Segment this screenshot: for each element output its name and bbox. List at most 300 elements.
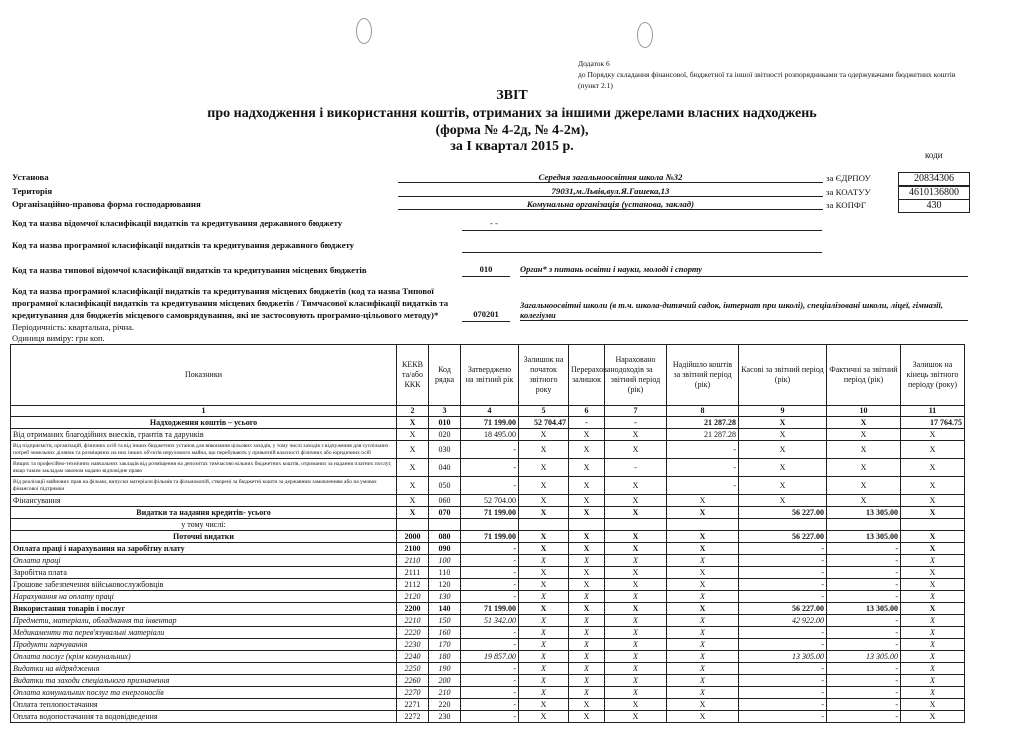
row-accrued: X (605, 429, 667, 441)
row-approved: 71 199.00 (461, 507, 519, 519)
dept-class-label: Код та назва відомчої класифікації видатків та кредитування державного бюджету (12, 218, 343, 228)
row-approved: - (461, 441, 519, 459)
row-opening-balance: X (519, 615, 569, 627)
row-name: Нарахування на оплату праці (11, 591, 397, 603)
row-actual: - (827, 663, 901, 675)
row-received: - (667, 477, 739, 495)
row-code: 200 (429, 675, 461, 687)
row-opening-balance: X (519, 429, 569, 441)
row-kekv: X (397, 507, 429, 519)
row-received: X (667, 675, 739, 687)
row-transferred: X (569, 555, 605, 567)
row-kekv: 2100 (397, 543, 429, 555)
row-closing-balance: X (901, 441, 965, 459)
row-closing-balance: X (901, 429, 965, 441)
row-code: 060 (429, 495, 461, 507)
territory-value: 79031,м.Львів,вул.Я.Гашека,13 (398, 186, 823, 197)
row-actual: - (827, 543, 901, 555)
row-received: X (667, 699, 739, 711)
row-approved: - (461, 711, 519, 723)
row-kekv: 2210 (397, 615, 429, 627)
row-kekv: 2120 (397, 591, 429, 603)
row-received (667, 519, 739, 531)
row-cash: X (739, 477, 827, 495)
row-name: Оплата теплопостачання (11, 699, 397, 711)
row-approved: - (461, 459, 519, 477)
row-cash: X (739, 495, 827, 507)
punch-hole (637, 22, 653, 48)
row-cash: - (739, 711, 827, 723)
row-name: Видатки та заходи спеціального призначення (11, 675, 397, 687)
row-transferred: X (569, 477, 605, 495)
row-transferred: X (569, 531, 605, 543)
annex-note (578, 58, 1008, 91)
row-code: 120 (429, 579, 461, 591)
row-received: X (667, 615, 739, 627)
row-approved: - (461, 567, 519, 579)
row-accrued: X (605, 663, 667, 675)
edrpou-code: 20834306 (898, 172, 970, 186)
row-closing-balance: X (901, 579, 965, 591)
row-approved: 71 199.00 (461, 417, 519, 429)
local-prog-value: Загальноосвітні школи (в т.ч. школа-дитячий садок, інтернат при школі), спеціалізовані школи, ліцеї, гімназії, колегіуми (520, 300, 968, 321)
row-cash: 13 305.00 (739, 651, 827, 663)
row-transferred: X (569, 639, 605, 651)
row-transferred: X (569, 441, 605, 459)
row-accrued: X (605, 591, 667, 603)
row-approved: - (461, 543, 519, 555)
row-actual: 13 305.00 (827, 651, 901, 663)
row-opening-balance: X (519, 651, 569, 663)
header-accrued-income: Нараховано доходів за звітний період (рік) (605, 345, 667, 406)
row-received: X (667, 651, 739, 663)
row-cash: - (739, 579, 827, 591)
report-form-number: (форма № 4-2д, № 4-2м), (435, 123, 589, 138)
row-kekv: 2200 (397, 603, 429, 615)
table-row (11, 543, 965, 555)
row-kekv: 2230 (397, 639, 429, 651)
row-received: X (667, 567, 739, 579)
row-opening-balance: X (519, 441, 569, 459)
row-transferred: X (569, 663, 605, 675)
header-actual-expenses: Фактичні за звітний період (рік) (827, 345, 901, 406)
institution-label: Установа (12, 172, 49, 182)
row-transferred: X (569, 579, 605, 591)
row-opening-balance: X (519, 507, 569, 519)
row-received: X (667, 495, 739, 507)
prog-class-label: Код та назва програмної класифікації видатків та кредитування державного бюджету (12, 240, 355, 250)
row-actual: X (827, 477, 901, 495)
typical-class-code: 010 (462, 264, 510, 277)
row-code: 090 (429, 543, 461, 555)
row-approved: 18 495.00 (461, 429, 519, 441)
row-code: 080 (429, 531, 461, 543)
row-kekv: 2260 (397, 675, 429, 687)
header-opening-balance: Залишок на початок звітного року (519, 345, 569, 406)
row-actual: 13 305.00 (827, 531, 901, 543)
report-table (10, 344, 965, 723)
row-kekv: X (397, 495, 429, 507)
row-actual: - (827, 615, 901, 627)
row-transferred: X (569, 591, 605, 603)
row-code: 010 (429, 417, 461, 429)
row-transferred: X (569, 627, 605, 639)
row-actual: X (827, 417, 901, 429)
table-row (11, 417, 965, 429)
prog-class-line (462, 240, 822, 253)
row-closing-balance: X (901, 615, 965, 627)
row-received: - (667, 441, 739, 459)
row-approved: - (461, 579, 519, 591)
row-opening-balance: X (519, 699, 569, 711)
row-opening-balance: X (519, 711, 569, 723)
table-row (11, 687, 965, 699)
row-kekv: X (397, 429, 429, 441)
row-transferred: X (569, 429, 605, 441)
table-row (11, 519, 965, 531)
row-closing-balance: X (901, 639, 965, 651)
row-opening-balance: X (519, 531, 569, 543)
row-actual: - (827, 591, 901, 603)
punch-hole (356, 18, 372, 44)
row-code: 150 (429, 615, 461, 627)
row-opening-balance: X (519, 639, 569, 651)
kopfg-label: за КОПФГ (826, 200, 866, 210)
institution-value: Середня загальноосвітня школа №32 (398, 172, 823, 183)
row-code: 020 (429, 429, 461, 441)
row-cash: X (739, 429, 827, 441)
table-row (11, 567, 965, 579)
row-code: 160 (429, 627, 461, 639)
row-code: 050 (429, 477, 461, 495)
typical-class-value: Орган* з питань освіти і науки, молоді і спорту (520, 264, 968, 277)
table-row (11, 675, 965, 687)
row-received: X (667, 555, 739, 567)
row-opening-balance: X (519, 477, 569, 495)
row-name: Вищих та професійно-технічних навчальних закладів від розміщення на депозитах тимчасово вільних бюджетних коштів, отриманих за надання платних послуг, якщо таким закладам законом надано відповідне право (11, 459, 397, 477)
row-opening-balance: X (519, 675, 569, 687)
row-actual: - (827, 675, 901, 687)
row-kekv: 2111 (397, 567, 429, 579)
row-opening-balance (519, 519, 569, 531)
row-closing-balance: X (901, 543, 965, 555)
row-opening-balance: X (519, 555, 569, 567)
row-actual: 13 305.00 (827, 603, 901, 615)
header-closing-balance: Залишок на кінець звітного періоду (року) (901, 345, 965, 406)
edrpou-label: за ЄДРПОУ (826, 173, 871, 183)
row-closing-balance: X (901, 531, 965, 543)
periodicity: Періодичність: квартальна, річна. (12, 322, 135, 332)
row-accrued: X (605, 507, 667, 519)
table-row (11, 429, 965, 441)
row-transferred: X (569, 651, 605, 663)
header-received-funds: Надійшло коштів за звітний період (рік) (667, 345, 739, 406)
row-actual: - (827, 555, 901, 567)
row-kekv: 2240 (397, 651, 429, 663)
row-transferred: X (569, 699, 605, 711)
row-name: Оплата праці і нарахування на заробітну плату (11, 543, 397, 555)
row-kekv: X (397, 441, 429, 459)
row-cash: X (739, 441, 827, 459)
territory-label: Територія (12, 186, 53, 196)
row-transferred: - (569, 417, 605, 429)
row-approved: - (461, 675, 519, 687)
row-name: Надходження коштів – усього (11, 417, 397, 429)
row-closing-balance: X (901, 567, 965, 579)
row-received: X (667, 687, 739, 699)
row-accrued: X (605, 495, 667, 507)
header-approved: Затверджено на звітний рік (461, 345, 519, 406)
row-cash: - (739, 543, 827, 555)
column-number-row (11, 406, 965, 417)
row-code: 040 (429, 459, 461, 477)
row-approved: 52 704.00 (461, 495, 519, 507)
row-received: X (667, 507, 739, 519)
row-name: Оплата водопостачання та водовідведення (11, 711, 397, 723)
legal-form-value: Комунальна організація (установа, заклад) (398, 199, 823, 210)
koatuu-label: за КОАТУУ (826, 187, 871, 197)
row-approved: - (461, 627, 519, 639)
row-kekv: 2271 (397, 699, 429, 711)
row-transferred: X (569, 675, 605, 687)
table-row (11, 507, 965, 519)
row-closing-balance: X (901, 603, 965, 615)
table-row (11, 603, 965, 615)
row-kekv: 2220 (397, 627, 429, 639)
row-opening-balance: X (519, 543, 569, 555)
row-cash: - (739, 627, 827, 639)
unit-of-measure: Одиниця виміру: грн коп. (12, 333, 105, 343)
row-kekv: 2110 (397, 555, 429, 567)
local-prog-label-line-3: кредитування для бюджетів місцевого самоврядування, які не застосовують програмно-цільового методу)* (12, 310, 439, 320)
row-approved: - (461, 639, 519, 651)
table-row (11, 651, 965, 663)
row-received: X (667, 627, 739, 639)
row-code (429, 519, 461, 531)
row-kekv: X (397, 477, 429, 495)
row-accrued: X (605, 651, 667, 663)
table-row (11, 663, 965, 675)
local-prog-label (12, 285, 462, 321)
row-code: 210 (429, 687, 461, 699)
row-closing-balance: X (901, 663, 965, 675)
row-actual: - (827, 711, 901, 723)
row-cash (739, 519, 827, 531)
row-closing-balance: X (901, 675, 965, 687)
row-name: Оплата комунальних послуг та енергоносіїв (11, 687, 397, 699)
row-opening-balance: X (519, 663, 569, 675)
row-name: Предмети, матеріали, обладнання та інвентар (11, 615, 397, 627)
row-actual: - (827, 579, 901, 591)
row-opening-balance: X (519, 603, 569, 615)
row-accrued: X (605, 603, 667, 615)
row-transferred (569, 519, 605, 531)
col-num: 6 (569, 406, 605, 417)
row-actual: - (827, 699, 901, 711)
row-opening-balance: X (519, 459, 569, 477)
row-accrued: X (605, 639, 667, 651)
row-received: X (667, 543, 739, 555)
table-row (11, 615, 965, 627)
header-transferred-balance: Перераховано залишок (569, 345, 605, 406)
row-actual: X (827, 459, 901, 477)
row-code: 220 (429, 699, 461, 711)
row-kekv: 2272 (397, 711, 429, 723)
row-opening-balance: X (519, 687, 569, 699)
row-name: Видатки та надання кредитів- усього (11, 507, 397, 519)
koatuu-code: 4610136800 (898, 186, 970, 200)
codes-header: коди (925, 150, 943, 160)
annex-line-1: Додаток 6 (578, 59, 610, 68)
col-num: 3 (429, 406, 461, 417)
header-kekv: КЕКВ та/або ККК (397, 345, 429, 406)
row-closing-balance (901, 519, 965, 531)
row-kekv: X (397, 417, 429, 429)
row-kekv: 2270 (397, 687, 429, 699)
row-cash: - (739, 699, 827, 711)
row-transferred: X (569, 567, 605, 579)
row-transferred: X (569, 495, 605, 507)
col-num: 2 (397, 406, 429, 417)
row-opening-balance: X (519, 627, 569, 639)
table-row (11, 579, 965, 591)
row-accrued: X (605, 567, 667, 579)
table-row (11, 639, 965, 651)
header-cash-expenses: Касові за звітний період (рік) (739, 345, 827, 406)
col-num: 8 (667, 406, 739, 417)
row-cash: - (739, 555, 827, 567)
row-name: Від реалізації майнових прав на фільми, випуски матеріали фільмів та фільмокопій, створені за бюджетні кошти за державним замовленням або на умовах фінансової підтримки (11, 477, 397, 495)
annex-line-3: (пункт 2.1) (578, 81, 613, 90)
row-opening-balance: X (519, 567, 569, 579)
row-accrued: X (605, 543, 667, 555)
row-approved: - (461, 477, 519, 495)
row-name: Оплата праці (11, 555, 397, 567)
row-accrued: X (605, 555, 667, 567)
col-num: 7 (605, 406, 667, 417)
row-closing-balance: X (901, 687, 965, 699)
row-actual: - (827, 627, 901, 639)
row-cash: X (739, 459, 827, 477)
row-received: 21 287.28 (667, 429, 739, 441)
row-code: 030 (429, 441, 461, 459)
row-cash: - (739, 687, 827, 699)
row-transferred: X (569, 615, 605, 627)
row-approved: 71 199.00 (461, 603, 519, 615)
row-accrued: X (605, 531, 667, 543)
row-transferred: X (569, 459, 605, 477)
row-cash: - (739, 591, 827, 603)
row-transferred: X (569, 543, 605, 555)
row-closing-balance: 17 764.75 (901, 417, 965, 429)
row-transferred: X (569, 687, 605, 699)
row-accrued: X (605, 441, 667, 459)
row-closing-balance: X (901, 507, 965, 519)
row-closing-balance: X (901, 477, 965, 495)
row-actual: - (827, 567, 901, 579)
row-cash: - (739, 675, 827, 687)
row-accrued: - (605, 459, 667, 477)
row-actual: X (827, 495, 901, 507)
row-accrued: X (605, 711, 667, 723)
row-cash: 42 922.00 (739, 615, 827, 627)
report-subtitle: про надходження і використання коштів, отриманих за іншими джерелами власних надходжень (207, 106, 817, 121)
row-kekv (397, 519, 429, 531)
col-num: 4 (461, 406, 519, 417)
row-name: Фінансування (11, 495, 397, 507)
row-received: X (667, 639, 739, 651)
row-name: Поточні видатки (11, 531, 397, 543)
report-title: ЗВІТ (496, 88, 528, 103)
table-row (11, 477, 965, 495)
table-row (11, 627, 965, 639)
local-prog-code: 070201 (462, 309, 510, 322)
row-accrued: X (605, 579, 667, 591)
row-received: X (667, 663, 739, 675)
row-name: Продукти харчування (11, 639, 397, 651)
row-received: - (667, 459, 739, 477)
header-row-code: Код рядка (429, 345, 461, 406)
dept-class-value: - - (462, 218, 822, 231)
row-accrued: X (605, 675, 667, 687)
row-code: 100 (429, 555, 461, 567)
row-actual (827, 519, 901, 531)
row-closing-balance: X (901, 459, 965, 477)
table-row (11, 711, 965, 723)
col-num: 5 (519, 406, 569, 417)
row-name: Від підприємств, організацій, фізичних осіб та від інших бюджетних установ для виконання цільових заходів, у тому числі заходів з відчуження для суспільних потреб земельних ділянок та розміщених на них інших об'єктів нерухомого майна, що перебувають у приватній власності фізичних або юридичних осіб (11, 441, 397, 459)
row-name: Грошове забезпечення військовослужбовців (11, 579, 397, 591)
row-accrued: X (605, 699, 667, 711)
row-kekv: X (397, 459, 429, 477)
table-row (11, 441, 965, 459)
row-accrued: X (605, 627, 667, 639)
row-actual: X (827, 441, 901, 459)
row-code: 170 (429, 639, 461, 651)
row-cash: 56 227.00 (739, 603, 827, 615)
col-num: 1 (11, 406, 397, 417)
row-received: X (667, 591, 739, 603)
report-period: за I квартал 2015 р. (450, 139, 574, 154)
row-opening-balance: X (519, 591, 569, 603)
table-header-row (11, 345, 965, 406)
row-code: 230 (429, 711, 461, 723)
kopfg-code: 430 (898, 199, 970, 213)
row-closing-balance: X (901, 555, 965, 567)
row-cash: - (739, 663, 827, 675)
row-name: Видатки на відрядження (11, 663, 397, 675)
row-transferred: X (569, 507, 605, 519)
row-approved: 19 857.00 (461, 651, 519, 663)
row-actual: - (827, 687, 901, 699)
row-accrued: X (605, 615, 667, 627)
local-prog-label-line-2: програмної класифікації видатків та кредитування місцевих бюджетів / Тимчасової класифікації видатків та (12, 298, 449, 308)
row-closing-balance: X (901, 651, 965, 663)
row-code: 130 (429, 591, 461, 603)
table-row (11, 555, 965, 567)
row-name: Заробітна плата (11, 567, 397, 579)
row-approved: - (461, 663, 519, 675)
row-actual: 13 305.00 (827, 507, 901, 519)
row-name: Від отриманих благодійних внесків, грантів та дарунків (11, 429, 397, 441)
row-received: X (667, 711, 739, 723)
row-approved: - (461, 699, 519, 711)
col-num: 10 (827, 406, 901, 417)
row-approved (461, 519, 519, 531)
row-code: 180 (429, 651, 461, 663)
row-cash: X (739, 417, 827, 429)
table-row (11, 591, 965, 603)
